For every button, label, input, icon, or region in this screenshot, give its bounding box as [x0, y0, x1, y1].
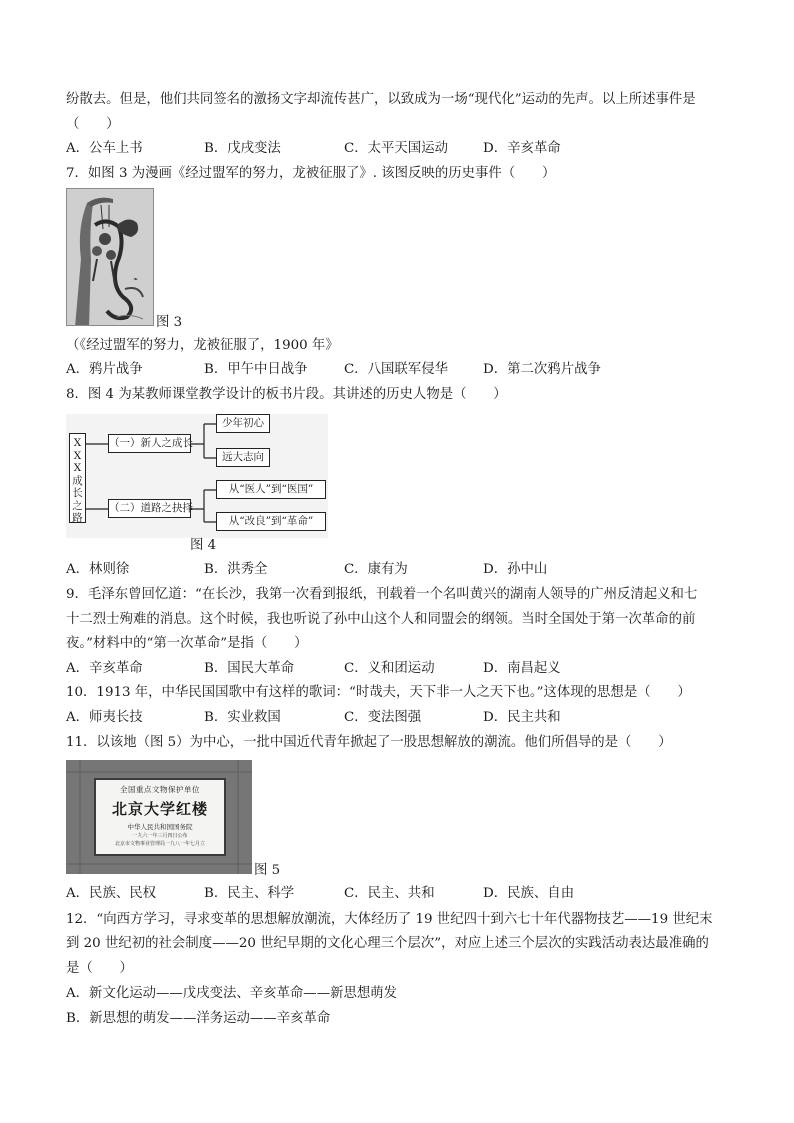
- diagram-leaf-1b: 远大志向: [216, 448, 270, 467]
- q9-options: [66, 660, 746, 678]
- figure-4-diagram: [66, 414, 328, 538]
- q10-option-b[interactable]: B．实业救国: [204, 710, 281, 725]
- q12-option-b[interactable]: B．新思想的萌发——洋务运动——辛亥革命: [66, 1011, 331, 1026]
- q6-text: 纷散去。但是，他们共同签名的激扬文字却流传甚广，以致成为一场“现代化”运动的先声。以上所述事件是: [66, 92, 696, 107]
- q12-option-a[interactable]: A．新文化运动——戊戌变法、辛亥革命——新思想萌发: [66, 986, 398, 1001]
- figure-3-caption: （《经过盟军的努力，龙被征服了，1900 年》: [66, 338, 339, 353]
- plaque-date: 一九六一年三月四日公布: [132, 833, 188, 839]
- q6-option-a[interactable]: A．公车上书: [66, 141, 143, 156]
- q7-option-d[interactable]: D．第二次鸦片战争: [483, 362, 601, 377]
- q12-text-line3: 是（ ）: [66, 961, 133, 976]
- plaque-title: 北京大学红楼: [111, 800, 208, 818]
- figure-3-label: 图 3: [156, 315, 183, 330]
- q12-text-line2: 到 20 世纪初的社会制度——20 世纪早期的文化心理三个层次”，对应上述三个层次的实践活动表达最准确的: [66, 936, 709, 951]
- q7-option-c[interactable]: C．八国联军侵华: [344, 362, 448, 377]
- q8-text: 8．图 4 为某教师课堂教学设计的板书片段。其讲述的历史人物是（ ）: [66, 387, 507, 402]
- q6-options: [66, 140, 746, 158]
- plaque: [94, 778, 226, 856]
- q9-text-line2: 十二烈士殉难的消息。这个时候，我也听说了孙中山这个人和同盟会的纲领。当时全国处于第一次革命的前: [66, 612, 696, 627]
- q7-option-b[interactable]: B．甲午中日战争: [204, 362, 308, 377]
- diagram-root: X X X 成 长 之 路: [69, 433, 86, 523]
- plaque-small-line: 北京市文物事业管理局一九八一年七月立: [114, 841, 205, 847]
- svg-text:❧: ❧: [133, 276, 139, 283]
- diagram-branch-1: （一）新人之成长: [108, 434, 191, 453]
- q8-option-b[interactable]: B．洪秀全: [204, 562, 268, 577]
- q10-options: [66, 709, 746, 727]
- q8-option-c[interactable]: C．康有为: [344, 562, 408, 577]
- q11-option-c[interactable]: C．民主、共和: [344, 886, 435, 901]
- q9-text-line1: 9．毛泽东曾回忆道：“在长沙，我第一次看到报纸，刊载着一个名叫黄兴的湖南人领导的广州反清起义和七: [66, 587, 698, 602]
- figure-4-label: 图 4: [190, 538, 217, 553]
- q10-option-c[interactable]: C．变法图强: [344, 710, 422, 725]
- q12-text-line1: 12．“向西方学习，寻求变革的思想解放潮流，大体经历了 19 世纪四十到六七十年代器物技艺——19 世纪末: [66, 912, 713, 927]
- plaque-issuer: 中华人民共和国国务院: [127, 823, 193, 831]
- q7-option-a[interactable]: A．鸦片战争: [66, 362, 143, 377]
- diagram-leaf-2a: 从“医人”到“医国”: [216, 480, 326, 499]
- diagram-leaf-1a: 少年初心: [216, 414, 270, 433]
- cartoon-drawing: [67, 189, 154, 326]
- figure-5-label: 图 5: [254, 863, 281, 878]
- q10-option-a[interactable]: A．师夷长技: [66, 710, 143, 725]
- q9-option-d[interactable]: D．南昌起义: [483, 661, 561, 676]
- figure-5-photo: [66, 760, 252, 874]
- diagram-branch-2: （二）道路之抉择: [108, 499, 191, 518]
- q8-option-d[interactable]: D．孙中山: [483, 562, 548, 577]
- q9-text-line3: 夜。”材料中的“第一次革命”是指（ ）: [66, 636, 308, 651]
- q11-option-b[interactable]: B．民主、科学: [204, 886, 295, 901]
- q11-option-a[interactable]: A．民族、民权: [66, 886, 157, 901]
- plaque-header: 全国重点文物保护单位: [120, 785, 200, 794]
- q9-option-c[interactable]: C．义和团运动: [344, 661, 435, 676]
- q10-text: 10．1913 年，中华民国国歌中有这样的歌词：“时哉夫，天下非一人之天下也。”这体现的思想是（ ）: [66, 685, 691, 700]
- q9-option-a[interactable]: A．辛亥革命: [66, 661, 143, 676]
- q10-option-d[interactable]: D．民主共和: [483, 710, 561, 725]
- q8-options: [66, 561, 746, 579]
- figure-3-cartoon: [66, 188, 154, 326]
- q11-option-d[interactable]: D．民族、自由: [483, 886, 575, 901]
- q6-answer-blank: （ ）: [66, 117, 120, 132]
- diagram-leaf-2b: 从“改良”到“革命”: [216, 512, 326, 531]
- q6-option-c[interactable]: C．太平天国运动: [344, 141, 448, 156]
- q9-option-b[interactable]: B．国民大革命: [204, 661, 295, 676]
- q7-text: 7．如图 3 为漫画《经过盟军的努力，龙被征服了》. 该图反映的历史事件（ ）: [66, 166, 556, 181]
- q6-option-b[interactable]: B．戊戌变法: [204, 141, 281, 156]
- q8-option-a[interactable]: A．林则徐: [66, 562, 130, 577]
- q11-text: 11．以该地（图 5）为中心，一批中国近代青年掀起了一股思想解放的潮流。他们所倡导的是（ ）: [66, 735, 672, 750]
- q6-option-d[interactable]: D．辛亥革命: [483, 141, 561, 156]
- q7-options: [66, 361, 746, 379]
- q11-options: [66, 885, 746, 903]
